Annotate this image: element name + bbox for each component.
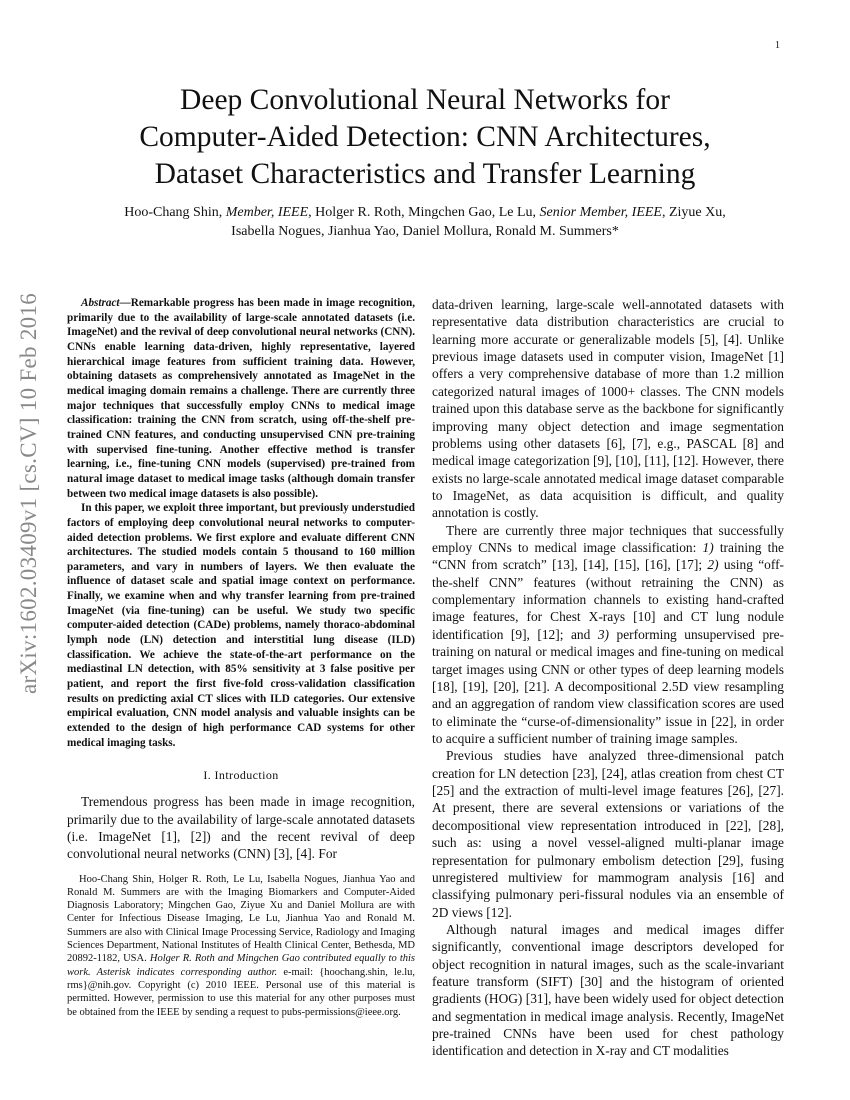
paper-title [60, 82, 790, 193]
title-line: Dataset Characteristics and Transfer Learning [154, 158, 696, 190]
title-line: Computer-Aided Detection: CNN Architectures, [139, 121, 711, 153]
abstract-paragraph-1: Abstract—Remarkable progress has been made in image recognition, primarily due to the availability of large-scale annotated datasets (i.e. ImageNet) and the revival of deep convolutional neural networks (CNN). CNNs enable learning data-driven, highly representative, layered hierarchical image features from sufficient training data. However, obtaining datasets as comprehensively annotated as ImageNet in the medical imaging domain remains a challenge. There are currently three major techniques that successfully employ CNNs to medical image classification: training the CNN from scratch, using off-the-shelf pre-trained CNN features, and conducting unsupervised CNN pre-training with supervised fine-tuning. Another effective method is transfer learning, i.e., fine-tuning CNN models (supervised) pre-trained from natural image dataset to medical image tasks (although domain transfer between two medical image datasets is also possible). [67, 297, 415, 500]
page-number: 1 [775, 40, 780, 51]
abstract-paragraph-2: In this paper, we exploit three important, but previously understudied factors of employing deep convolutional neural networks to computer-aided detection problems. We first explore and evaluate different CNN architectures. The studied models contain 5 thousand to 160 million parameters, and vary in numbers of layers. We then evaluate the influence of dataset scale and spatial image context on performance. Finally, we examine when and why transfer learning from pre-trained ImageNet (via fine-tuning) can be useful. We study two specific computer-aided detection (CADe) problems, namely thoraco-abdominal lymph node (LN) detection and interstitial lung disease (ILD) classification. We achieve the state-of-the-art performance on the mediastinal LN detection, with 85% sensitivity at 3 false positive per patient, and report the first five-fold cross-validation classification results on predicting axial CT slices with ILD categories. Our extensive empirical evaluation, CNN model analysis and valuable insights can be extended to the design of high performance CAD systems for other medical imaging tasks. [67, 502, 415, 749]
left-column [67, 296, 415, 1029]
author-line-2: Isabella Nogues, Jianhua Yao, Daniel Mollura, Ronald M. Summers* [231, 224, 619, 239]
introduction-paragraph: Tremendous progress has been made in image recognition, primarily due to the availability of large-scale annotated datasets (i.e. ImageNet [1], [2]) and the recent revival of deep convolutional neural networks (CNN) [3], [4]. For [67, 794, 415, 862]
abstract-label: Abstract [81, 297, 120, 309]
title-line: Deep Convolutional Neural Networks for [180, 84, 670, 116]
arxiv-stamp: arXiv:1602.03409v1 [cs.CV] 10 Feb 2016 [16, 292, 41, 694]
right-column [432, 296, 784, 1060]
section-heading-introduction: I. Introduction [203, 768, 279, 783]
author-line-1: Hoo-Chang Shin, Member, IEEE, Holger R. Roth, Mingchen Gao, Le Lu, Senior Member, IEEE, Ziyue Xu, [124, 205, 726, 220]
body-paragraph: Although natural images and medical images differ significantly, conventional image descriptors developed for object recognition in natural images, such as the scale-invariant feature transform (SIFT) [30] and the histogram of oriented gradients (HOG) [31], have been widely used for object detection and segmentation in medical image analysis. Recently, ImageNet pre-trained CNNs have been used for chest pathology identification and detection in X-ray and CT modalities [432, 921, 784, 1059]
body-paragraph: Previous studies have analyzed three-dimensional patch creation for LN detection [23], [24], atlas creation from chest CT [25] and the extraction of multi-level image features [26], [27]. At present, there are several extensions or variations of the decompositional view representation introduced in [22], [28], such as: using a novel vessel-aligned multi-planar image representation for pulmonary embolism detection [29], fusing unregistered multiview for mammogram analysis [16] and classifying pulmonary peri-fissural nodules via an ensemble of 2D views [12]. [432, 748, 784, 920]
body-paragraph: data-driven learning, large-scale well-annotated datasets with representative data distribution characteristics are crucial to learning more accurate or generalizable models [5], [4]. Unlike previous image datasets used in computer vision, ImageNet [1] offers a very comprehensive database of more than 1.2 million categorized natural images of 1000+ classes. The CNN models trained upon this database serve as the backbone for significantly improving many object detection and image segmentation problems using other datasets [6], [7], e.g., PASCAL [8] and medical image categorization [9], [10], [11], [12]. However, there exists no large-scale annotated medical image dataset comparable to ImageNet, as data acquisition is difficult, and quality annotation is costly. [432, 297, 784, 521]
body-paragraph: There are currently three major techniques that successfully employ CNNs to medical image classification: 1) training the “CNN from scratch” [13], [14], [15], [16], [17]; 2) using “off-the-shelf CNN” features (without retraining the CNN) as complementary information channels to existing hand-crafted image features, for Chest X-rays [10] and CT lung nodule identification [9], [12]; and 3) performing unsupervised pre-training on natural or medical images and fine-tuning on medical target images using CNN or other types of deep learning models [18], [19], [20], [21]. A decompositional 2.5D view resampling and an aggregation of random view classification scores are used to eliminate the “curse-of-dimensionality” issue in [22], in order to acquire a sufficient number of training image samples. [432, 522, 785, 746]
author-list [60, 203, 790, 241]
author-footnote: Hoo-Chang Shin, Holger R. Roth, Le Lu, Isabella Nogues, Jianhua Yao and Ronald M. Summers are with the Imaging Biomarkers and Computer-Aided Diagnosis Laboratory; Mingchen Gao, Ziyue Xu and Daniel Mollura are with Center for Infectious Disease Imaging, Le Lu, Jianhua Yao and Ronald M. Summers are also with Clinical Image Processing Service, Radiology and Imaging Sciences Department, National Institutes of Health Clinical Center, Bethesda, MD 20892-1182, USA. Holger R. Roth and Mingchen Gao contributed equally to this work. Asterisk indicates corresponding author. e-mail: {hoochang.shin, le.lu, rms}@nih.gov. Copyright (c) 2010 IEEE. Personal use of this material is permitted. However, permission to use this material for any other purposes must be obtained from the IEEE by sending a request to pubs-permissions@ieee.org. [67, 873, 415, 1018]
